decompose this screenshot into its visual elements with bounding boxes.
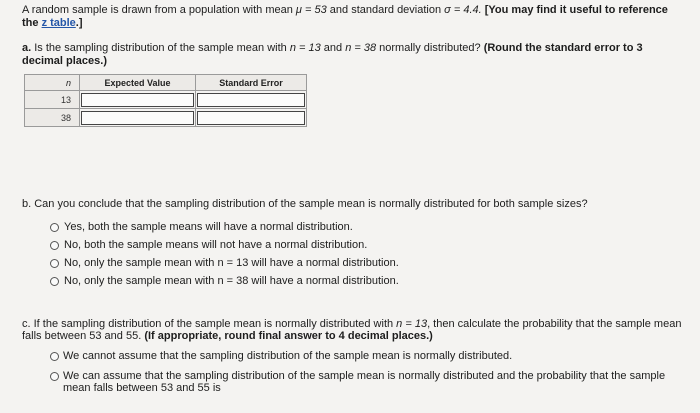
table-row (25, 91, 307, 109)
hint-text: [You may find it useful to reference the (22, 4, 668, 29)
radio-button[interactable] (50, 259, 59, 268)
row-n: 13 (25, 91, 80, 109)
header-expected-value: Expected Value (80, 75, 196, 91)
z-table-link[interactable]: z table (41, 17, 76, 29)
table-header-row (25, 75, 307, 91)
expected-value-input-13[interactable] (81, 93, 194, 107)
standard-error-input-13[interactable] (197, 93, 305, 107)
intro-text-mid: and standard deviation (326, 4, 445, 16)
part-b-option-2[interactable] (50, 239, 367, 251)
standard-error-input-38[interactable] (197, 111, 305, 125)
part-b-option-1[interactable] (50, 221, 353, 233)
radio-button[interactable] (50, 372, 59, 381)
part-a-label: a. (22, 42, 32, 54)
hint-end: .] (75, 17, 83, 29)
row-n: 38 (25, 109, 80, 127)
part-c-n: n = 13 (396, 318, 428, 330)
part-a-n2: n = 38 (345, 42, 377, 54)
part-b-question: b. Can you conclude that the sampling distribution of the sample mean is normally distributed for both sample sizes? (22, 198, 588, 210)
part-c-instruction: (If appropriate, round final answer to 4 decimal places.) (141, 330, 433, 342)
part-a-n1: n = 13 (289, 42, 321, 54)
radio-button[interactable] (50, 352, 59, 361)
part-c-option-2[interactable] (50, 370, 680, 394)
part-b-option-3[interactable] (50, 257, 399, 269)
table-row (25, 109, 307, 127)
part-a-and: and (320, 42, 346, 54)
header-standard-error: Standard Error (196, 75, 307, 91)
intro-text: A random sample is drawn from a population with mean (22, 4, 296, 16)
part-a-text-post: normally distributed? (376, 42, 481, 54)
header-n: n (25, 75, 80, 91)
expected-value-cell (80, 109, 196, 127)
radio-button[interactable] (50, 223, 59, 232)
option-label: We cannot assume that the sampling distribution of the sample mean is normally distributed. (63, 350, 513, 362)
part-c-text: c. If the sampling distribution of the sample mean is normally distributed with (22, 318, 397, 330)
standard-error-cell (196, 91, 307, 109)
sd-value: σ = 4.4. (444, 4, 482, 16)
part-a-text: Is the sampling distribution of the sample mean with (31, 42, 290, 54)
answer-table (24, 74, 307, 127)
expected-value-cell (80, 91, 196, 109)
part-c-question (22, 318, 682, 342)
part-a-question (22, 42, 682, 68)
part-b-option-4[interactable] (50, 275, 399, 287)
expected-value-input-38[interactable] (81, 111, 194, 125)
part-c-text-post: , then calculate the probability that the sample mean falls between 53 and 55. (22, 318, 682, 342)
part-c-option-1[interactable] (50, 350, 680, 362)
radio-button[interactable] (50, 241, 59, 250)
radio-button[interactable] (50, 277, 59, 286)
standard-error-cell (196, 109, 307, 127)
option-label: Yes, both the sample means will have a normal distribution. (64, 221, 353, 233)
option-label: No, both the sample means will not have a normal distribution. (64, 239, 368, 251)
problem-intro (22, 4, 682, 30)
option-label: No, only the sample mean with n = 13 will have a normal distribution. (64, 257, 399, 269)
option-label: We can assume that the sampling distribution of the sample mean is normally distributed and the probability that the sample mean falls between 53 and 55 is (63, 370, 666, 394)
mean-value: μ = 53 (295, 4, 327, 16)
part-a-instruction: (Round the standard error to 3 decimal places.) (22, 42, 643, 67)
option-label: No, only the sample mean with n = 38 will have a normal distribution. (64, 275, 399, 287)
